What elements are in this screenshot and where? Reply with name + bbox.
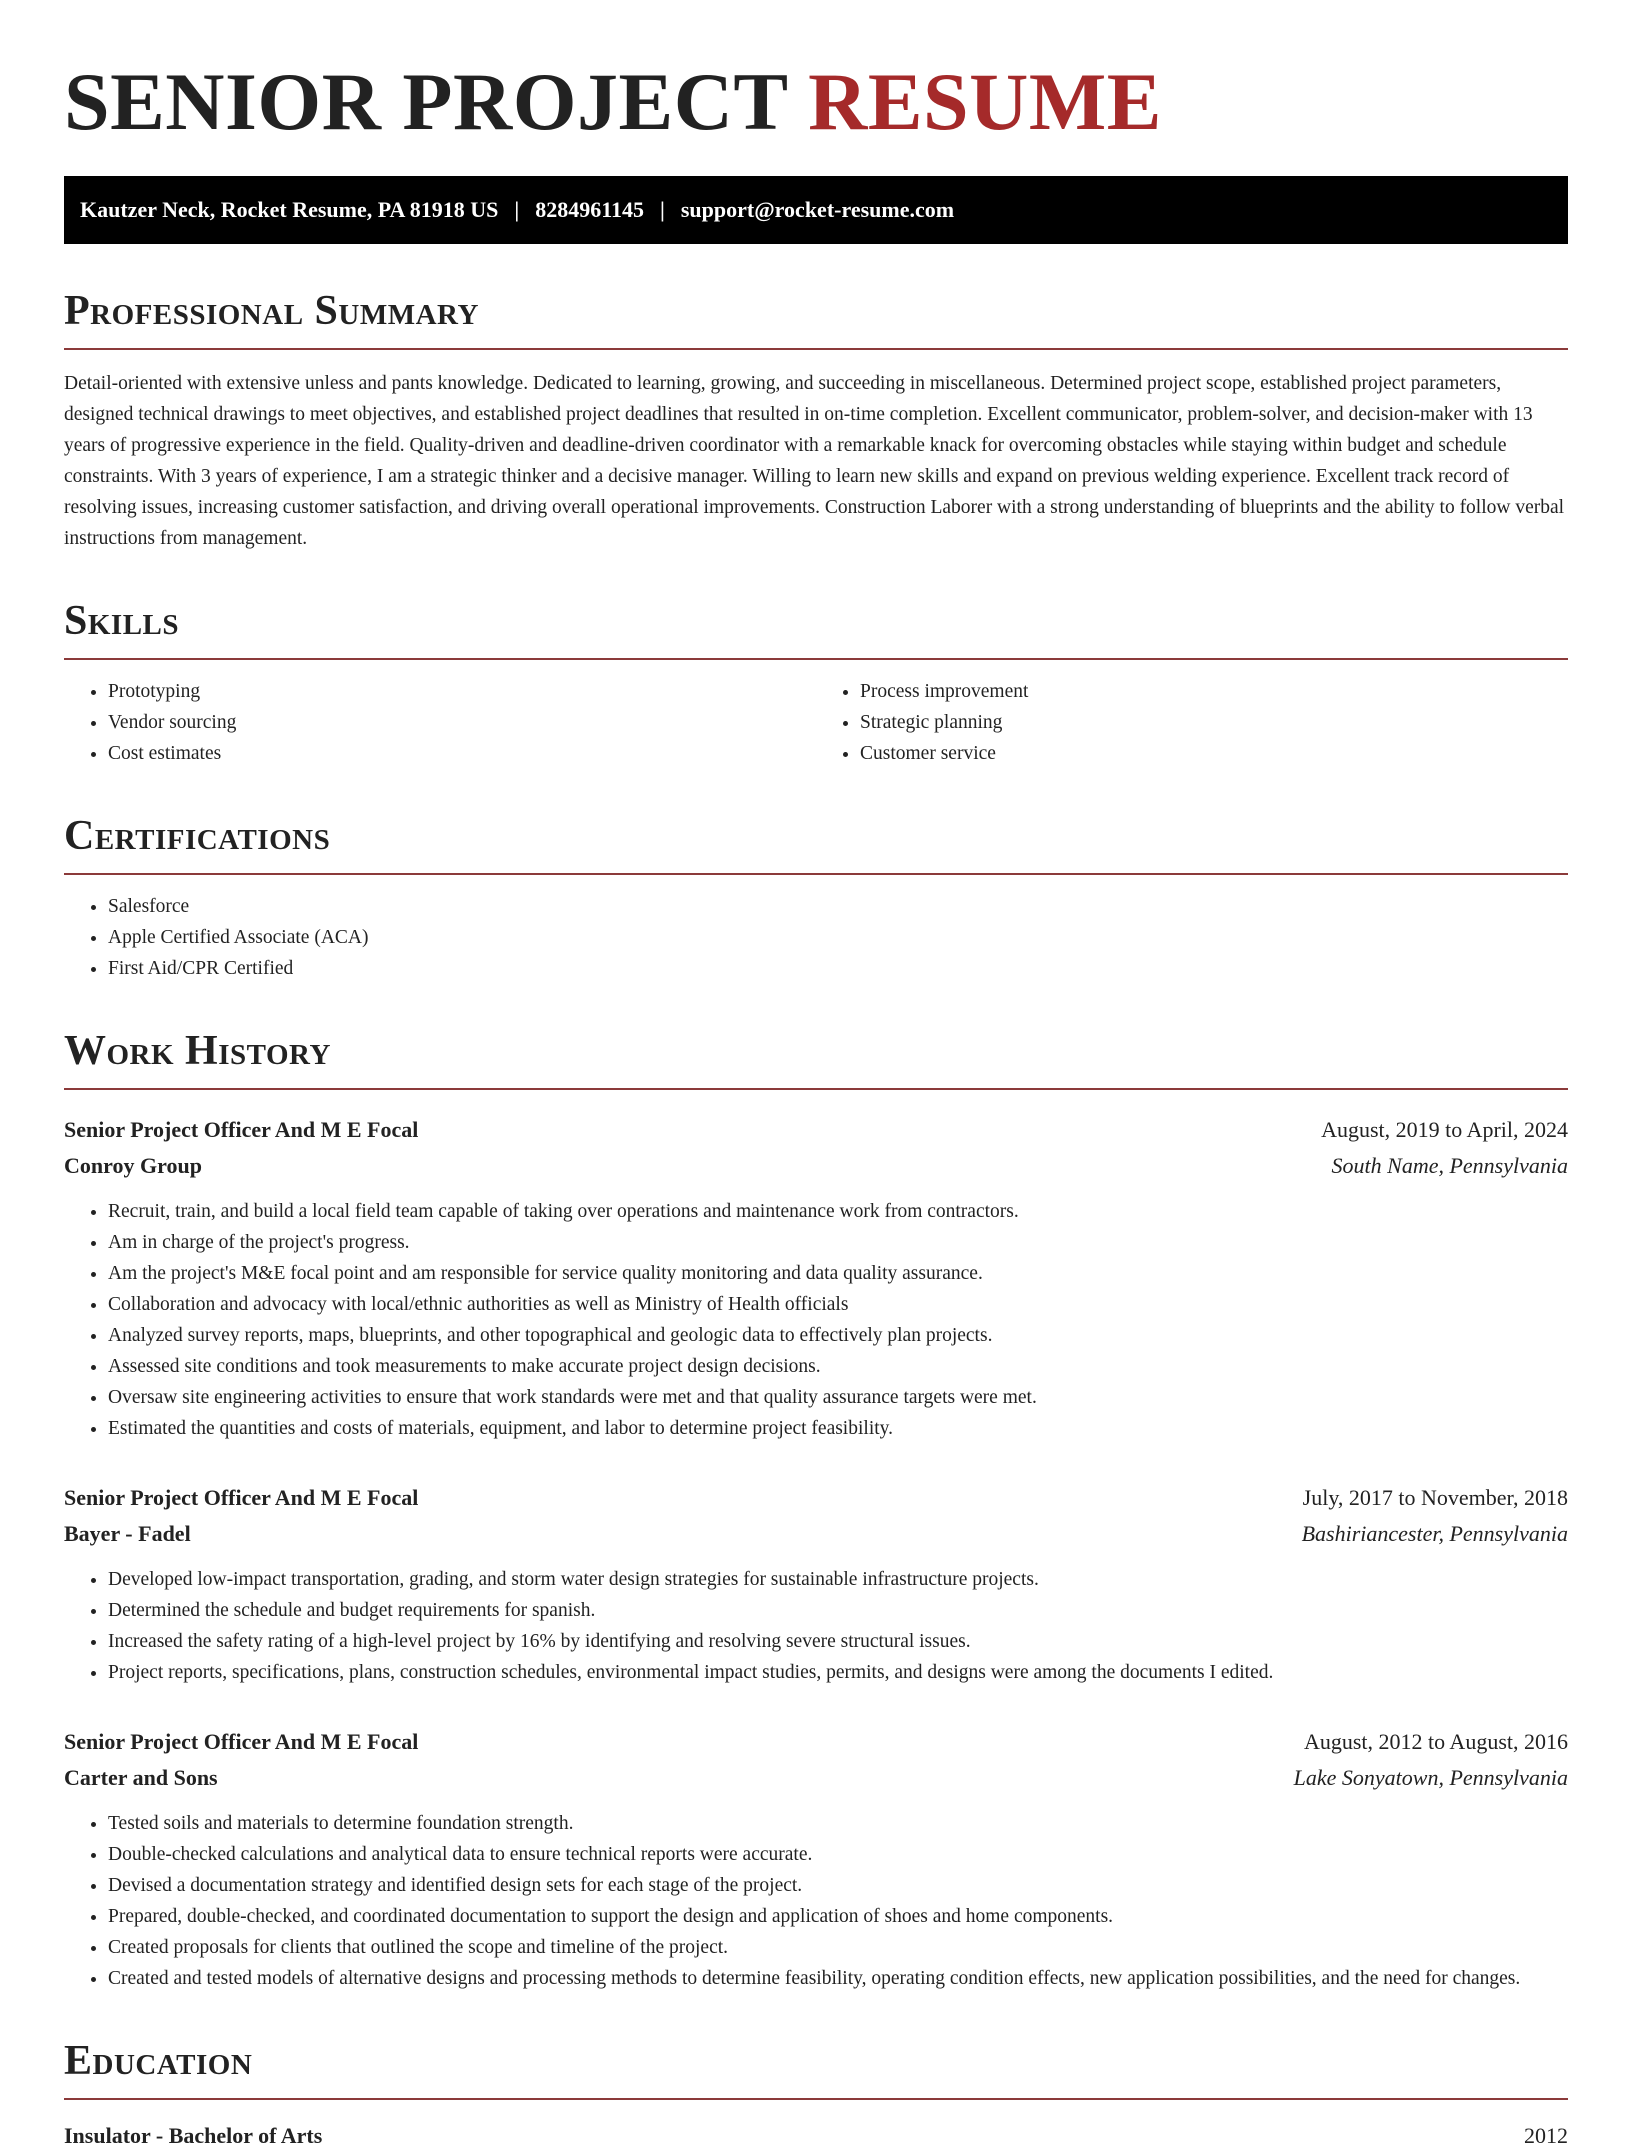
job-bullet: • Increased the safety rating of a high-level project by 16% by identifying and resolving severe structural issues. [108,1626,1568,1657]
contact-bar [64,176,1568,244]
job-bullets [64,1564,1568,1688]
job-title: Senior Project Officer And M E Focal [64,1729,419,1754]
work-history-section [64,1028,1568,1994]
certifications-heading: Certifications [64,813,1568,875]
job-bullet: • Prepared, double-checked, and coordinated documentation to support the design and application of shoes and home components. [108,1901,1568,1932]
job-location: South Name, Pennsylvania [1331,1153,1568,1178]
contact-separator: | [660,197,665,222]
education-year: 2012 [1524,2123,1568,2148]
job-bullet: • Analyzed survey reports, maps, blueprints, and other topographical and geologic data to effectively plan projects. [108,1320,1568,1351]
summary-heading: Professional Summary [64,288,1568,350]
contact-phone: 8284961145 [535,197,644,222]
job-company: Conroy Group [64,1153,202,1178]
certifications-section [64,813,1568,984]
job-bullet: • Developed low-impact transportation, grading, and storm water design strategies for sustainable infrastructure projects. [108,1564,1568,1595]
job-header-row [64,1112,1568,1148]
job-bullet: • Double-checked calculations and analytical data to ensure technical reports were accurate. [108,1839,1568,1870]
job-company-row [64,1760,1568,1796]
job-bullet: • Project reports, specifications, plans, construction schedules, environmental impact studies, permits, and designs were among the documents I edited. [108,1657,1568,1688]
certification-item: • Apple Certified Associate (ACA) [108,922,1568,953]
job-bullet: • Am the project's M&E focal point and am responsible for service quality monitoring and data quality assurance. [108,1258,1568,1289]
job-entry [64,1724,1568,1994]
contact-separator: | [514,197,520,222]
skills-list-right [816,676,1568,769]
summary-section [64,288,1568,554]
job-bullet: • Created and tested models of alternative designs and processing methods to determine feasibility, operating condition effects, new application possibilities, and the need for changes. [108,1963,1568,1994]
job-header-row [64,1480,1568,1516]
job-bullet: • Determined the schedule and budget requirements for spanish. [108,1595,1568,1626]
skill-item: • Vendor sourcing [108,707,816,738]
title-accent: RESUME [808,56,1162,147]
education-heading: Education [64,2038,1568,2100]
contact-address: Kautzer Neck, Rocket Resume, PA 81918 US [80,197,499,222]
job-bullet: • Am in charge of the project's progress. [108,1227,1568,1258]
skills-list-left [64,676,816,769]
job-header-row [64,1724,1568,1760]
title-main: SENIOR PROJECT [64,56,788,147]
job-dates: July, 2017 to November, 2018 [1302,1485,1568,1510]
job-bullet: • Tested soils and materials to determine foundation strength. [108,1808,1568,1839]
job-bullets [64,1196,1568,1444]
job-company-row [64,1516,1568,1552]
skill-item: • Cost estimates [108,738,816,769]
job-entry [64,1480,1568,1688]
skill-item: • Customer service [860,738,1568,769]
resume-title [64,52,1568,152]
work-history-heading: Work History [64,1028,1568,1090]
job-company-row [64,1148,1568,1184]
job-company: Bayer - Fadel [64,1521,191,1546]
certification-item: • First Aid/CPR Certified [108,953,1568,984]
job-bullet: • Created proposals for clients that outlined the scope and timeline of the project. [108,1932,1568,1963]
education-degree: Insulator - Bachelor of Arts [64,2123,323,2148]
job-company: Carter and Sons [64,1765,218,1790]
job-entry [64,1112,1568,1444]
skills-heading: Skills [64,598,1568,660]
job-dates: August, 2012 to August, 2016 [1303,1729,1568,1754]
certifications-list [64,891,1568,984]
job-location: Bashiriancester, Pennsylvania [1301,1521,1568,1546]
job-title: Senior Project Officer And M E Focal [64,1485,419,1510]
job-bullet: • Estimated the quantities and costs of materials, equipment, and labor to determine project feasibility. [108,1413,1568,1444]
job-bullet: • Recruit, train, and build a local field team capable of taking over operations and maintenance work from contractors. [108,1196,1568,1227]
job-bullet: • Oversaw site engineering activities to ensure that work standards were met and that quality assurance targets were met. [108,1382,1568,1413]
skill-item: • Prototyping [108,676,816,707]
certification-item: • Salesforce [108,891,1568,922]
job-bullet: • Devised a documentation strategy and identified design sets for each stage of the project. [108,1870,1568,1901]
job-dates: August, 2019 to April, 2024 [1321,1117,1568,1142]
skills-section [64,598,1568,769]
contact-email: support@rocket-resume.com [680,197,955,222]
job-title: Senior Project Officer And M E Focal [64,1117,419,1142]
skills-grid [64,660,1568,769]
education-entry [64,2118,1568,2154]
job-location: Lake Sonyatown, Pennsylvania [1293,1765,1568,1790]
skill-item: • Strategic planning [860,707,1568,738]
education-section [64,2038,1568,2154]
summary-text: Detail-oriented with extensive unless and pants knowledge. Dedicated to learning, growing, and succeeding in miscellaneous. Determined project scope, established project parameters, designed technical drawings to meet objectives, and established project deadlines that resulted in on-time completion. Excellent communicator, problem-solver, and decision-maker with 13 years of progressive experience in the field. Quality-driven and deadline-driven coordinator with a remarkable knack for overcoming obstacles while staying within budget and schedule constraints. With 3 years of experience, I am a strategic thinker and a decisive manager. Willing to learn new skills and expand on previous welding experience. Excellent track record of resolving issues, increasing customer satisfaction, and driving overall operational improvements. Construction Laborer with a strong understanding of blueprints and the ability to follow verbal instructions from management. [64,373,1565,549]
skill-item: • Process improvement [860,676,1568,707]
job-bullets [64,1808,1568,1994]
job-bullet: • Assessed site conditions and took measurements to make accurate project design decisions. [108,1351,1568,1382]
job-bullet: • Collaboration and advocacy with local/ethnic authorities as well as Ministry of Health officials [108,1289,1568,1320]
